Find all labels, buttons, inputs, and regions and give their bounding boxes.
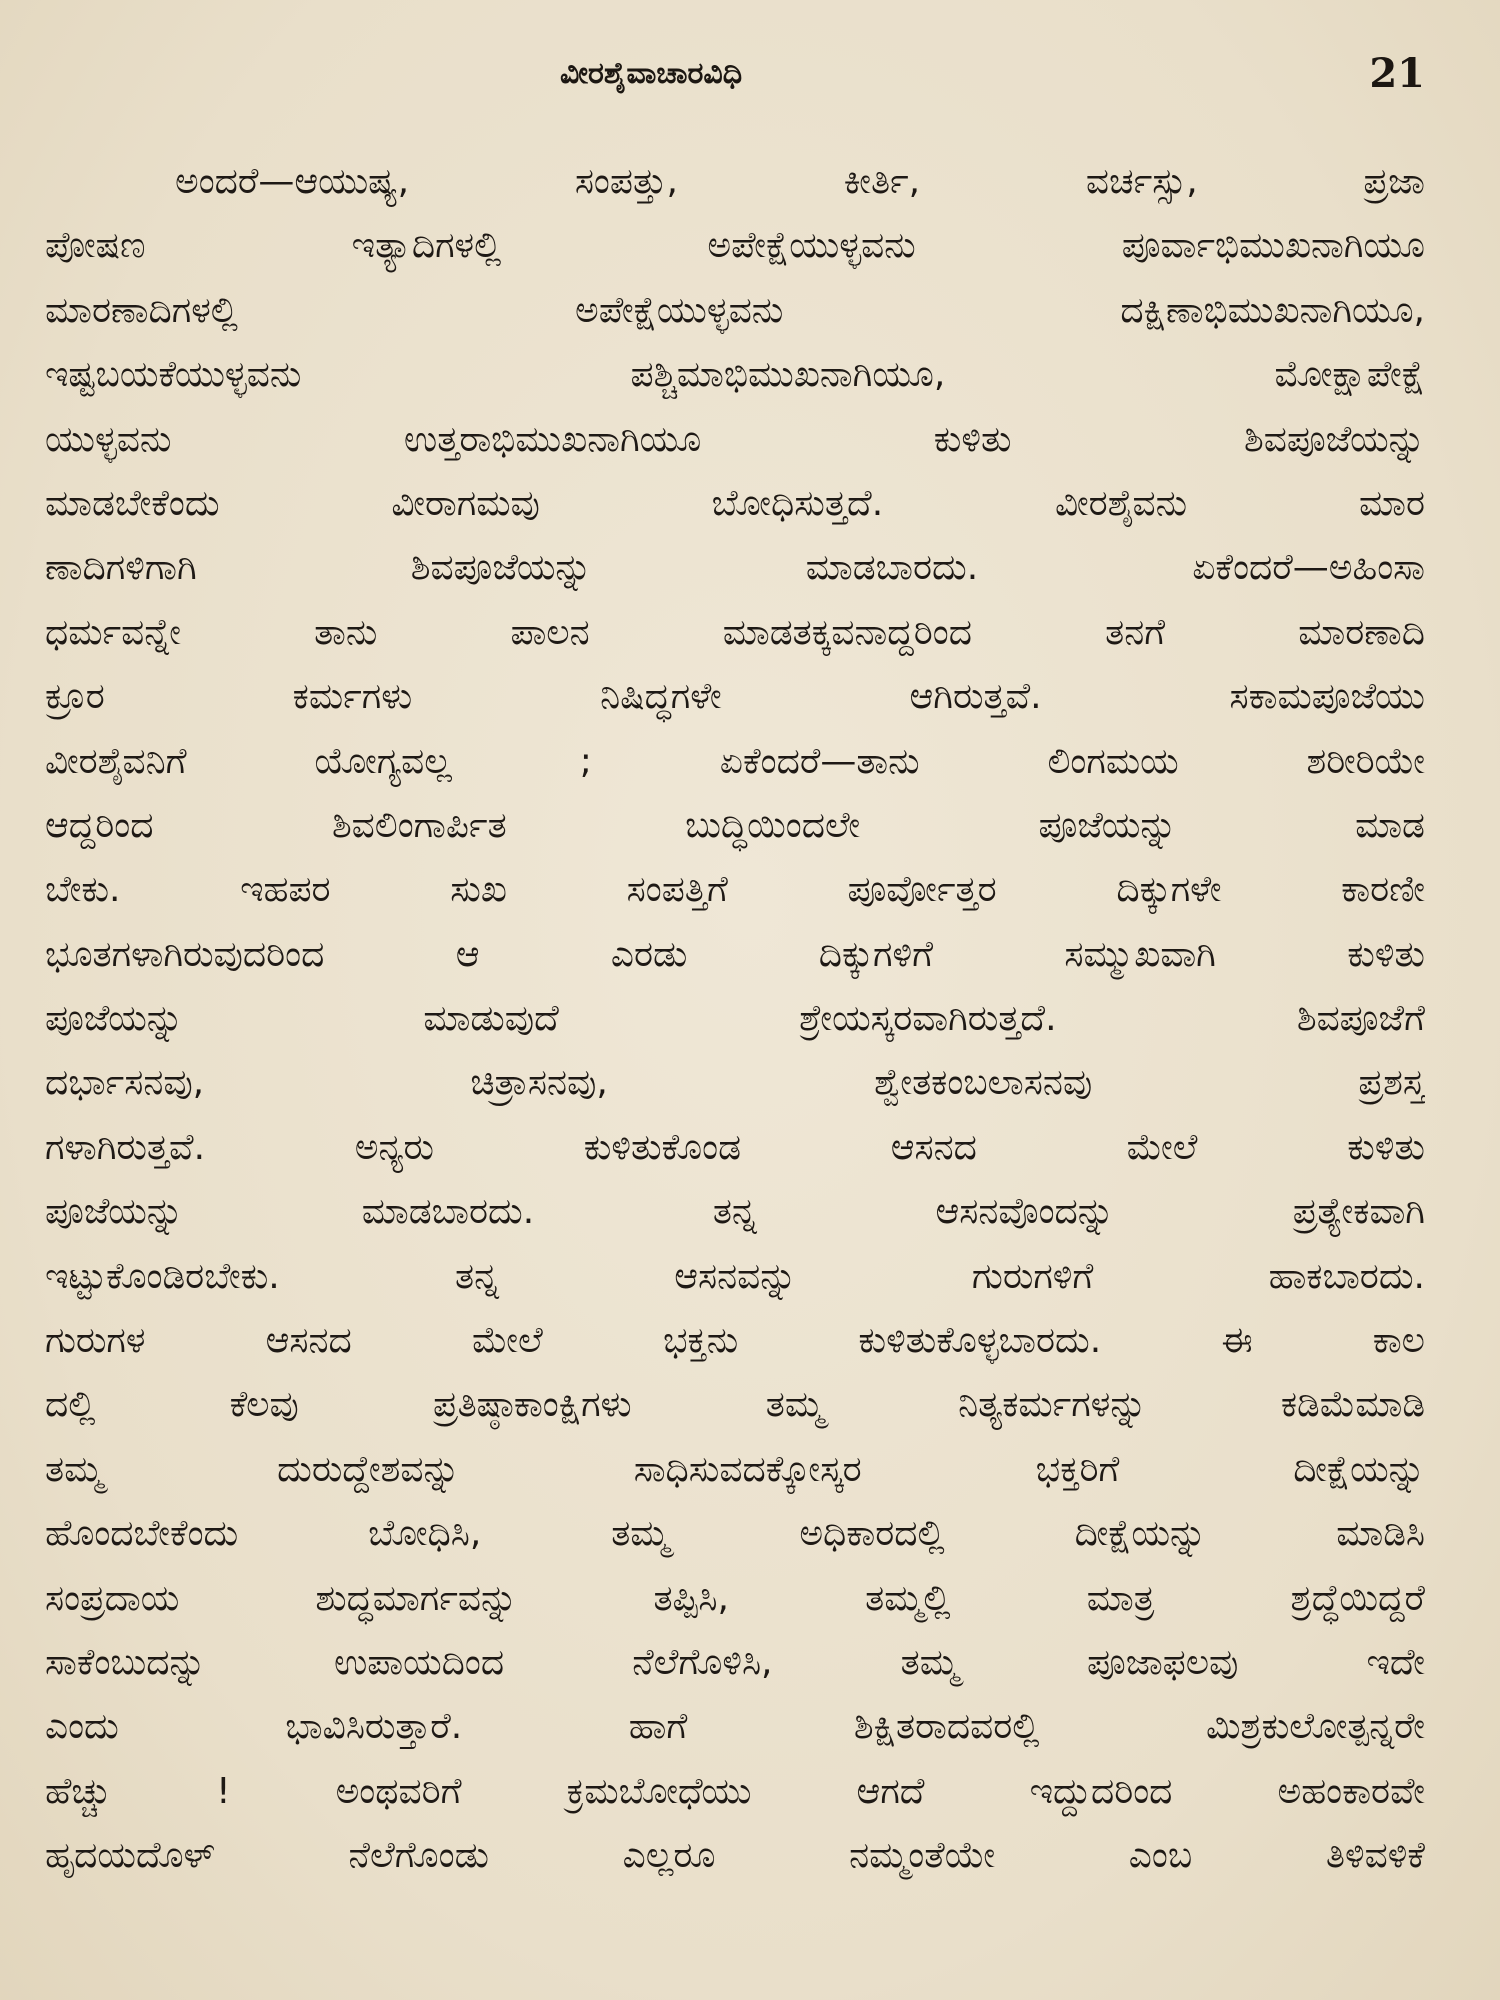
text-line: ಣಾದಿಗಳಿಗಾಗಿ ಶಿವಪೂಜೆಯನ್ನು ಮಾಡಬಾರದು. ಏಕೆಂದರೆ—ಅಹಿಂಸಾ <box>45 547 1425 589</box>
page-number: 21 <box>1369 50 1425 97</box>
text-line: ಧರ್ಮವನ್ನೇ ತಾನು ಪಾಲನ ಮಾಡತಕ್ಕವನಾದ್ದರಿಂದ ತನಗೆ ಮಾರಣಾದಿ <box>45 611 1425 653</box>
text-line: ಆದ್ದರಿಂದ ಶಿವಲಿಂಗಾರ್ಪಿತ ಬುದ್ಧಿಯಿಂದಲೇ ಪೂಜೆಯನ್ನು ಮಾಡ <box>45 804 1425 846</box>
text-line: ಗಳಾಗಿರುತ್ತವೆ. ಅನ್ಯರು ಕುಳಿತುಕೊಂಡ ಆಸನದ ಮೇಲೆ ಕುಳಿತು <box>45 1126 1425 1168</box>
text-line: ಮಾಡಬೇಕೆಂದು ವೀರಾಗಮವು ಬೋಧಿಸುತ್ತದೆ. ವೀರಶೈವನು ಮಾರ <box>45 482 1425 524</box>
text-line: ಹೊಂದಬೇಕೆಂದು ಬೋಧಿಸಿ, ತಮ್ಮ ಅಧಿಕಾರದಲ್ಲಿ ದೀಕ್ಷೆಯನ್ನು ಮಾಡಿಸಿ <box>45 1513 1425 1555</box>
text-line: ಮಾರಣಾದಿಗಳಲ್ಲಿ ಅಪೇಕ್ಷೆಯುಳ್ಳವನು ದಕ್ಷಿಣಾಭಿಮುಖನಾಗಿಯೂ, <box>45 289 1425 331</box>
text-line: ಪೂಜೆಯನ್ನು ಮಾಡಬಾರದು. ತನ್ನ ಆಸನವೊಂದನ್ನು ಪ್ರತ್ಯೇಕವಾಗಿ <box>45 1191 1425 1233</box>
text-line: ವೀರಶೈವನಿಗೆ ಯೋಗ್ಯವಲ್ಲ ; ಏಕೆಂದರೆ—ತಾನು ಲಿಂಗಮಯ ಶರೀರಿಯೇ <box>45 740 1425 782</box>
running-head <box>0 50 1500 110</box>
text-line: ಯುಳ್ಳವನು ಉತ್ತರಾಭಿಮುಖನಾಗಿಯೂ ಕುಳಿತು ಶಿವಪೂಜೆಯನ್ನು <box>45 418 1425 460</box>
text-line: ಇಷ್ಟಬಯಕೆಯುಳ್ಳವನು ಪಶ್ಚಿಮಾಭಿಮುಖನಾಗಿಯೂ, ಮೋಕ್ಷಾಪೇಕ್ಷೆ <box>45 354 1425 396</box>
text-line: ಭೂತಗಳಾಗಿರುವುದರಿಂದ ಆ ಎರಡು ದಿಕ್ಕುಗಳಿಗೆ ಸಮ್ಮುಖವಾಗಿ ಕುಳಿತು <box>45 933 1425 975</box>
running-title: ವೀರಶೈವಾಚಾರವಿಧಿ <box>560 56 743 91</box>
text-line: ಹೆಚ್ಚು ! ಅಂಥವರಿಗೆ ಕ್ರಮಬೋಧೆಯು ಆಗದೆ ಇದ್ದುದರಿಂದ ಅಹಂಕಾರವೇ <box>45 1770 1425 1812</box>
text-line: ಕ್ರೂರ ಕರ್ಮಗಳು ನಿಷಿದ್ಧಗಳೇ ಆಗಿರುತ್ತವೆ. ಸಕಾಮಪೂಜೆಯು <box>45 676 1425 718</box>
text-line: ಬೇಕು. ಇಹಪರ ಸುಖ ಸಂಪತ್ತಿಗೆ ಪೂರ್ವೋತ್ತರ ದಿಕ್ಕುಗಳೇ ಕಾರಣೀ <box>45 869 1425 911</box>
text-line: ಹೃದಯದೊಳ್ ನೆಲೆಗೊಂಡು ಎಲ್ಲರೂ ನಮ್ಮಂತೆಯೇ ಎಂಬ ತಿಳಿವಳಿಕೆ <box>45 1835 1425 1877</box>
text-line: ಸಂಪ್ರದಾಯ ಶುದ್ಧಮಾರ್ಗವನ್ನು ತಪ್ಪಿಸಿ, ತಮ್ಮಲ್ಲಿ ಮಾತ್ರ ಶ್ರದ್ಧೆಯಿದ್ದರೆ <box>45 1577 1425 1619</box>
text-line: ಗುರುಗಳ ಆಸನದ ಮೇಲೆ ಭಕ್ತನು ಕುಳಿತುಕೊಳ್ಳಬಾರದು. ಈ ಕಾಲ <box>45 1320 1425 1362</box>
text-line: ದಲ್ಲಿ ಕೆಲವು ಪ್ರತಿಷ್ಠಾಕಾಂಕ್ಷಿಗಳು ತಮ್ಮ ನಿತ್ಯಕರ್ಮಗಳನ್ನು ಕಡಿಮೆಮಾಡಿ <box>45 1384 1425 1426</box>
text-line: ಎಂದು ಭಾವಿಸಿರುತ್ತಾರೆ. ಹಾಗೆ ಶಿಕ್ಷಿತರಾದವರಲ್ಲಿ ಮಿಶ್ರಕುಲೋತ್ಪನ್ನರೇ <box>45 1706 1425 1748</box>
text-line: ಇಟ್ಟುಕೊಂಡಿರಬೇಕು. ತನ್ನ ಆಸನವನ್ನು ಗುರುಗಳಿಗೆ ಹಾಕಬಾರದು. <box>45 1255 1425 1297</box>
text-line: ದರ್ಭಾಸನವು, ಚಿತ್ರಾಸನವು, ಶ್ವೇತಕಂಬಲಾಸನವು ಪ್ರಶಸ್ತ <box>45 1062 1425 1104</box>
text-line: ತಮ್ಮ ದುರುದ್ದೇಶವನ್ನು ಸಾಧಿಸುವದಕ್ಕೋಸ್ಕರ ಭಕ್ತರಿಗೆ ದೀಕ್ಷೆಯನ್ನು <box>45 1448 1425 1490</box>
text-line: ಅಂದರೆ—ಆಯುಷ್ಯ, ಸಂಪತ್ತು, ಕೀರ್ತಿ, ವರ್ಚಸ್ಸು, ಪ್ರಜಾ <box>175 161 1425 202</box>
text-line: ಸಾಕೆಂಬುದನ್ನು ಉಪಾಯದಿಂದ ನೆಲೆಗೊಳಿಸಿ, ತಮ್ಮ ಪೂಜಾಫಲವು ಇದೇ <box>45 1641 1425 1683</box>
text-line: ಪೂಜೆಯನ್ನು ಮಾಡುವುದೆ ಶ್ರೇಯಸ್ಕರವಾಗಿರುತ್ತದೆ. ಶಿವಪೂಜೆಗೆ <box>45 998 1425 1040</box>
body-text <box>45 150 1425 1889</box>
text-line: ಪೋಷಣ ಇತ್ಯಾದಿಗಳಲ್ಲಿ ಅಪೇಕ್ಷೆಯುಳ್ಳವನು ಪೂರ್ವಾಭಿಮುಖನಾಗಿಯೂ <box>45 225 1425 267</box>
